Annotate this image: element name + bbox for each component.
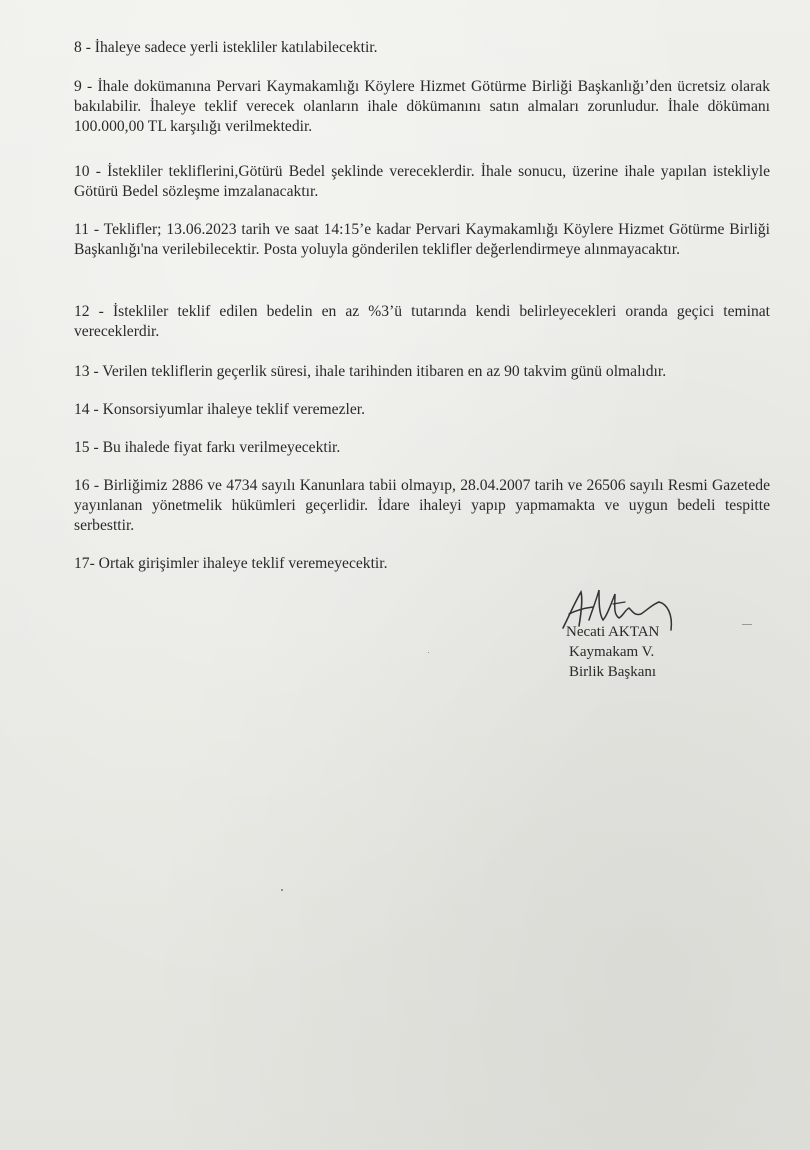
clause-12: 12 - İstekliler teklif edilen bedelin en az %3’ü tutarında kendi belirleyecekleri oranda geçici teminat vereceklerdir. [74,303,770,340]
signatory-name: Necati AKTAN [566,624,660,640]
clause-15: 15 - Bu ihalede fiyat farkı verilmeyecektir. [74,439,341,456]
stray-mark [742,624,752,625]
signatory-role: Birlik Başkanı [569,664,657,680]
clause-10: 10 - İstekliler tekliflerini,Götürü Bedel şeklinde vereceklerdir. İhale sonucu, üzerine ihale yapılan istekliyle Götürü Bedel sözleşme imzalanacaktır. [74,163,770,200]
clause-14: 14 - Konsorsiyumlar ihaleye teklif veremezler. [74,401,365,418]
clause-11: 11 - Teklifler; 13.06.2023 tarih ve saat 14:15’e kadar Pervari Kaymakamlığı Köylere Hizmet Götürme Birliği Başkanlığı'na verilebilecektir. Posta yoluyla gönderilen teklifler değerlendirmeye alınmayacaktır. [74,221,770,258]
signatory-title: Kaymakam V. [569,644,655,660]
paper-speck [281,889,283,891]
clause-13: 13 - Verilen tekliflerin geçerlik süresi, ihale tarihinden itibaren en az 90 takvim günü olmalıdır. [74,363,667,380]
clause-9: 9 - İhale dokümanına Pervari Kaymakamlığı Köylere Hizmet Götürme Birliği Başkanlığı’den ücretsiz olarak bakılabilir. İhaleye teklif verecek olanların ihale dökümanını satın almaları zorunludur. İhale dökümanı 100.000,00 TL karşılığı verilmektedir. [74,78,770,135]
clause-8: 8 - İhaleye sadece yerli istekliler katılabilecektir. [74,39,378,56]
paper-speck [428,652,429,653]
clause-17: 17- Ortak girişimler ihaleye teklif veremeyecektir. [74,555,388,572]
signature-block [566,622,659,682]
clause-16: 16 - Birliğimiz 2886 ve 4734 sayılı Kanunlara tabii olmayıp, 28.04.2007 tarih ve 26506 sayılı Resmi Gazetede yayınlanan yönetmelik hükümleri geçerlidir. İdare ihaleyi yapıp yapmamakta ve uygun bedeli tespitte serbesttir. [74,477,770,534]
